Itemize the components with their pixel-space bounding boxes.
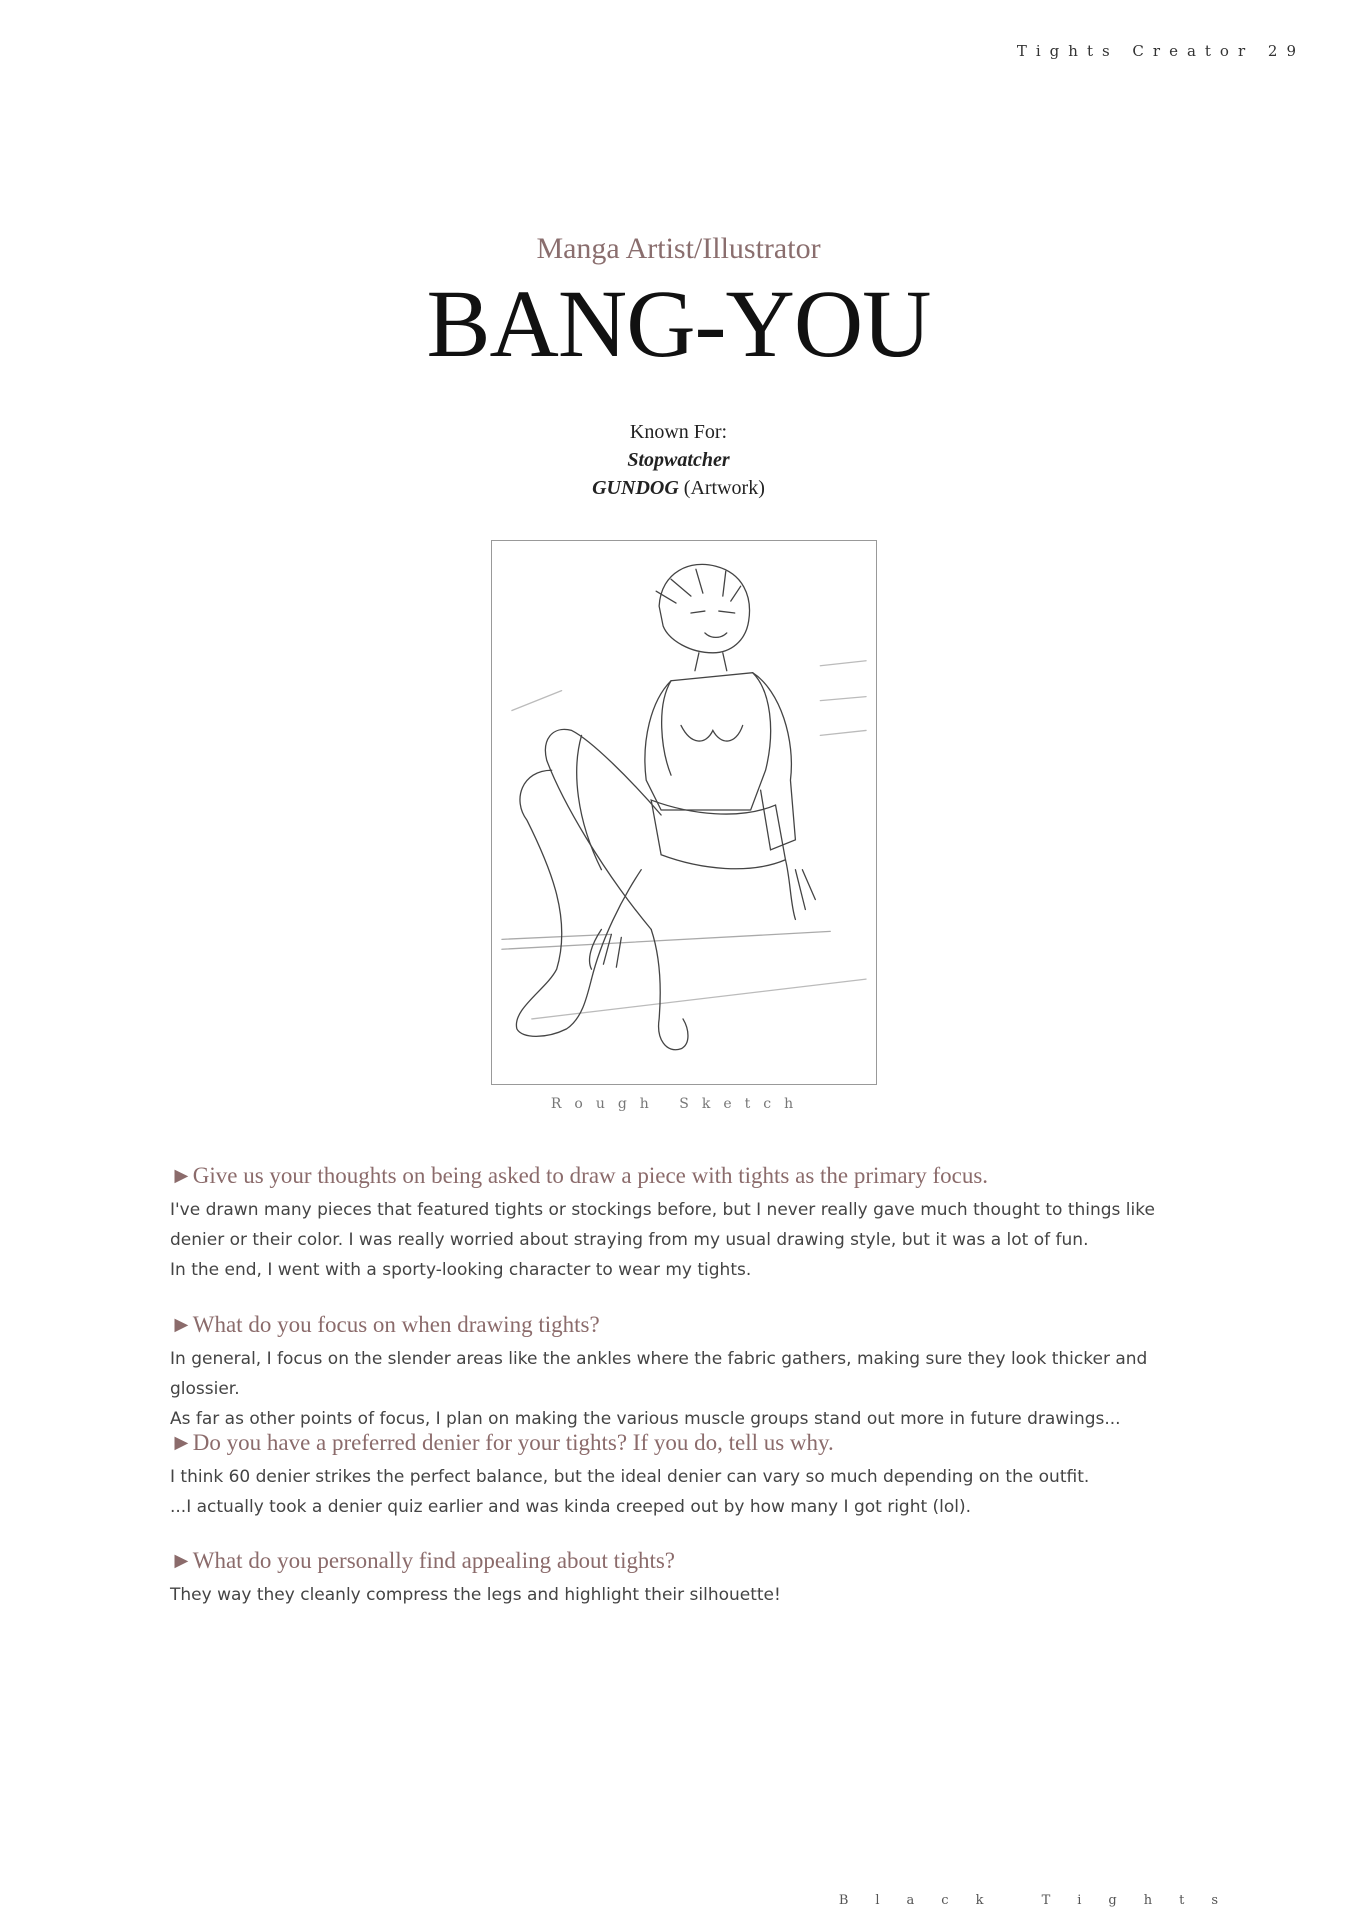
artist-role: Manga Artist/Illustrator [536,232,821,265]
known-for-block [0,418,1357,502]
question: ►What do you personally find appealing about tights? [170,1548,676,1573]
qa-item [170,1312,1200,1434]
work-title: GUNDOG [592,477,679,499]
answer-paragraph: ...I actually took a denier quiz earlier and was kinda creeped out by how many I got right (lol). [170,1497,972,1517]
known-work [0,446,1357,474]
artist-name: BANG-YOU [426,270,931,377]
known-work [0,474,1357,502]
answer-paragraph: They way they cleanly compress the legs and highlight their silhouette! [170,1585,781,1605]
answer-paragraph: In general, I focus on the slender areas like the ankles where the fabric gathers, making sure they look thicker and glossier. [170,1349,1148,1399]
qa-item [170,1163,1200,1285]
answer-paragraph: In the end, I went with a sporty-looking character to wear my tights. [170,1260,752,1280]
question: ►Do you have a preferred denier for your tights? If you do, tell us why. [170,1430,834,1455]
answer [170,1344,1200,1434]
answer-paragraph: As far as other points of focus, I plan on making the various muscle groups stand out more in future drawings... [170,1409,1121,1429]
running-header: Tights Creator 29 [1016,42,1305,60]
qa-item [170,1430,1200,1522]
question: ►What do you focus on when drawing tights? [170,1312,600,1337]
figure-caption: Rough Sketch [550,1096,807,1112]
known-for-label: Known For: [629,421,728,443]
answer [170,1195,1200,1285]
rough-sketch-figure [491,540,877,1085]
qa-item [170,1548,1200,1610]
answer [170,1462,1200,1522]
work-title: Stopwatcher [627,449,730,471]
answer [170,1580,1200,1610]
question: ►Give us your thoughts on being asked to draw a piece with tights as the primary focus. [170,1163,989,1188]
answer-paragraph: I think 60 denier strikes the perfect balance, but the ideal denier can vary so much depending on the outfit. [170,1467,1090,1487]
answer-paragraph: I've drawn many pieces that featured tights or stockings before, but I never really gave much thought to things like denier or their color. I was really worried about straying from my usual drawing style, but it was a lot of fun. [170,1200,1155,1250]
sketch-drawing [492,541,876,1084]
work-note: (Artwork) [678,477,765,499]
running-footer: Black Tights [838,1893,1245,1908]
